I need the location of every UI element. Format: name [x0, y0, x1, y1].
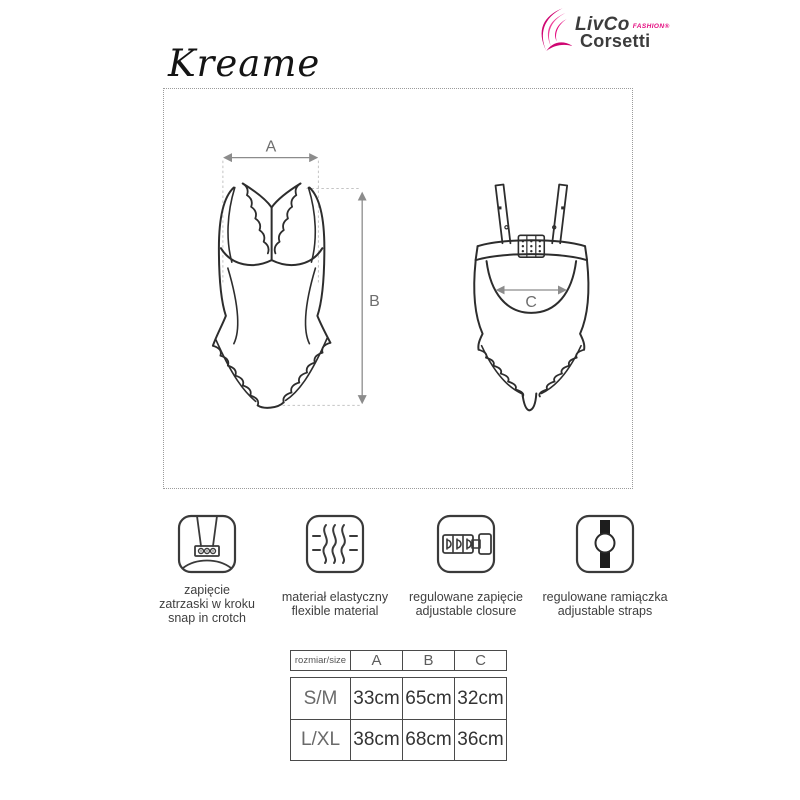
feature-adjustable-straps	[523, 513, 687, 618]
size-table	[290, 650, 507, 761]
measurement-diagram-box	[163, 88, 633, 489]
dashed-extension-lines	[223, 161, 360, 406]
size-table-header	[290, 650, 507, 671]
caption-line: regulowane zapięcie	[409, 590, 523, 604]
caption-line: regulowane ramiączka	[542, 590, 668, 604]
brand-name-top: LivCo	[575, 14, 630, 35]
size-table-body	[290, 677, 507, 761]
table-row-value: 38cm	[350, 719, 402, 760]
brand-fashion-label: FASHION®	[632, 23, 670, 30]
table-row-size: S/M	[303, 687, 338, 709]
front-view-drawing	[213, 184, 330, 408]
adjustable-closure-icon	[435, 513, 497, 575]
caption-line: snap in crotch	[168, 611, 246, 625]
measure-a-label: A	[265, 138, 277, 156]
caption-line: zapięcie	[184, 583, 230, 597]
caption-line: adjustable closure	[415, 604, 517, 618]
table-row-size: L/XL	[291, 719, 350, 760]
measurement-arrows	[225, 158, 565, 403]
brand-name-bottom: Corsetti	[580, 31, 651, 51]
table-row-value: 32cm	[454, 678, 506, 719]
table-row-value: 33cm	[350, 678, 402, 719]
product-title: Kreame	[168, 42, 321, 85]
measure-b-label: B	[369, 292, 380, 310]
header-cell-b: B	[402, 651, 454, 670]
caption-line: adjustable straps	[557, 604, 653, 618]
flexible-material-icon	[304, 513, 366, 575]
garment-measurement-diagram	[164, 89, 632, 488]
caption-line: zatrzaski w kroku	[159, 597, 255, 611]
table-row-value: 68cm	[402, 719, 454, 760]
snap-in-crotch-icon	[176, 513, 238, 575]
caption-line: materiał elastyczny	[281, 590, 389, 604]
table-row-value: 36cm	[454, 719, 506, 760]
table-row-value: 65cm	[402, 678, 454, 719]
brand-logo	[534, 7, 670, 55]
brand-swirl-icon	[534, 7, 572, 55]
caption-line: flexible material	[291, 604, 379, 618]
measure-c-label: C	[525, 293, 537, 311]
header-cell-c: C	[454, 651, 506, 670]
header-cell-size: rozmiar/size	[294, 655, 347, 666]
adjustable-straps-icon	[574, 513, 636, 575]
feature-caption	[523, 583, 687, 618]
header-cell-a: A	[350, 651, 402, 670]
